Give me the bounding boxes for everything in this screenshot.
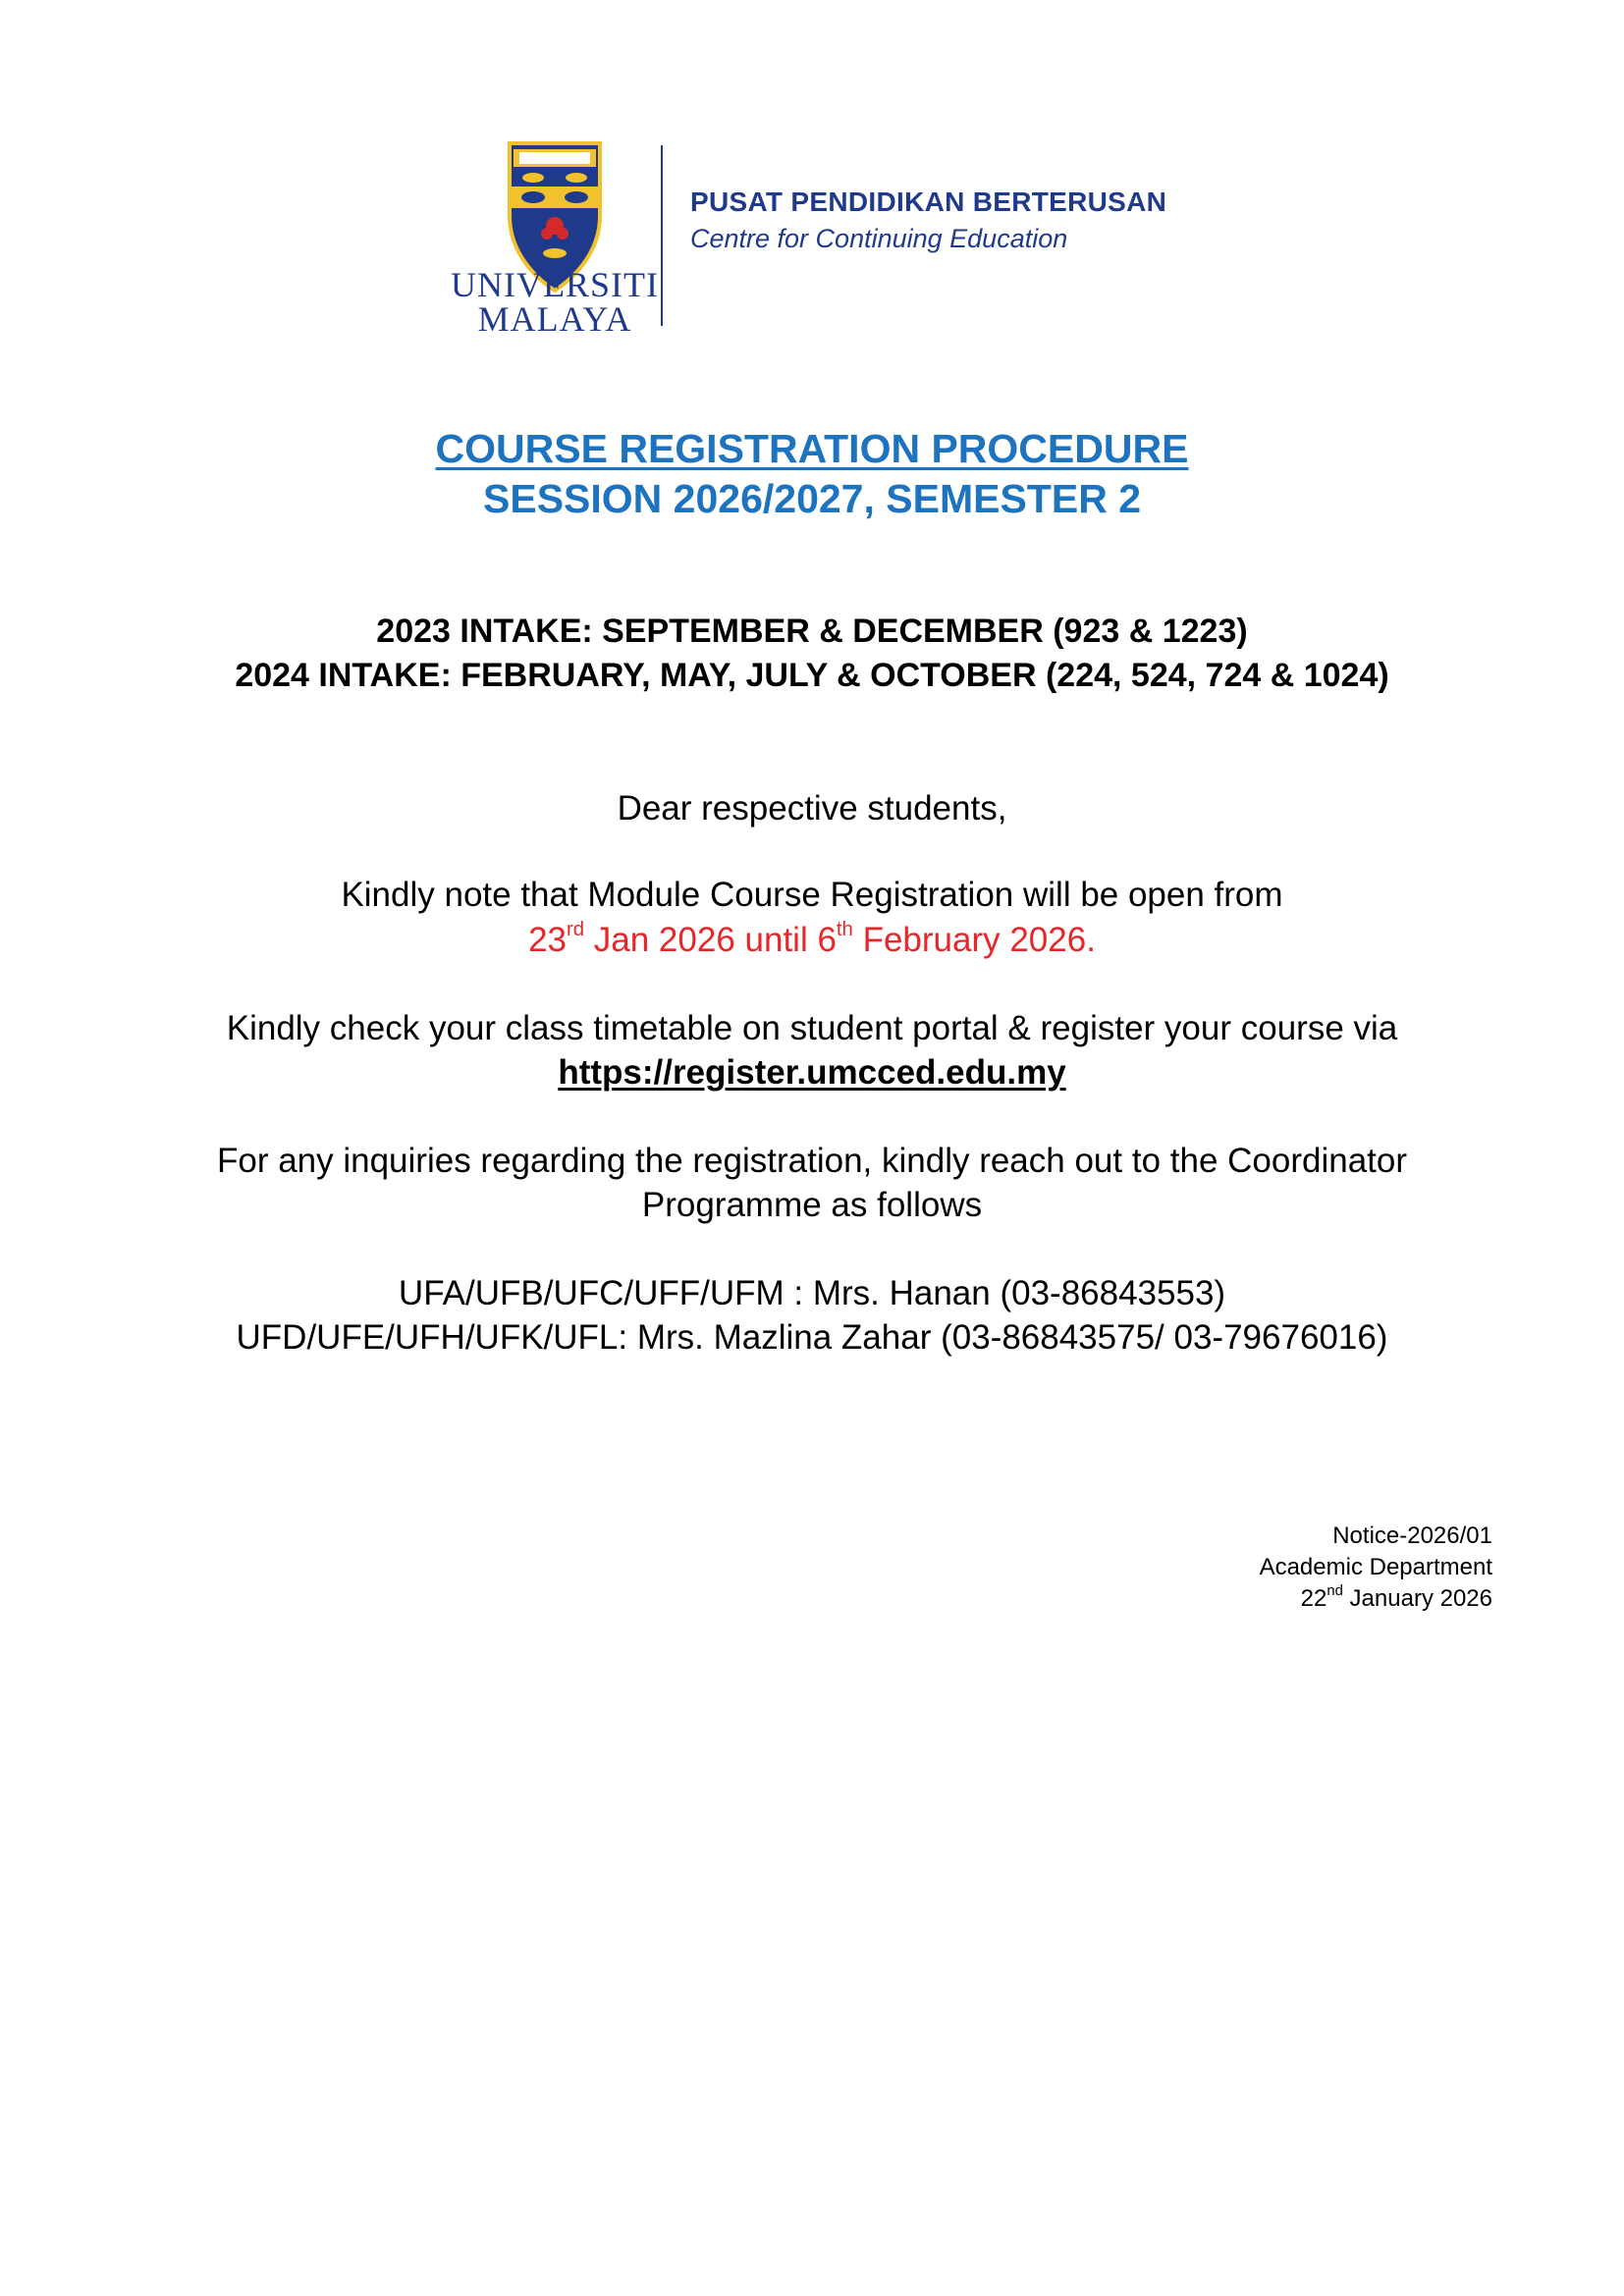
document-title: COURSE REGISTRATION PROCEDURE [435,426,1189,471]
end-day-suffix: th [836,919,853,941]
university-name-line1: UNIVERSITI [451,265,659,304]
notice-number: Notice-2026/01 [1332,1522,1492,1549]
registration-link-line [0,1055,1624,1090]
date-day: 22 [1300,1585,1327,1612]
institution-logo [447,139,1193,339]
end-rest: February 2026. [852,921,1096,959]
start-rest: Jan 2026 until [584,921,818,959]
greeting: Dear respective students, [617,789,1007,828]
registration-period [0,919,1624,959]
inquiry-line2: Programme as follows [641,1186,983,1224]
issuing-department: Academic Department [1259,1554,1492,1580]
contact-hanan: UFA/UFB/UFC/UFF/UFM : Mrs. Hanan (03-86843553) [398,1274,1226,1312]
date-day-suffix: nd [1326,1582,1343,1599]
start-day-suffix: rd [567,919,585,941]
inquiry-line1: For any inquiries regarding the registration, kindly reach out to the Coordinator [216,1142,1408,1180]
session-subtitle: SESSION 2026/2027, SEMESTER 2 [483,476,1141,521]
registration-intro: Kindly note that Module Course Registration will be open from [341,876,1283,914]
timetable-note: Kindly check your class timetable on student portal & register your course via [226,1009,1398,1047]
notice-date [1300,1582,1492,1612]
start-day: 23 [528,921,567,959]
intake-2023: 2023 INTAKE: SEPTEMBER & DECEMBER (923 & 1223) [376,613,1248,650]
logo-divider [661,145,663,326]
end-day: 6 [817,921,837,959]
date-rest: January 2026 [1342,1585,1492,1612]
centre-name-english: Centre for Continuing Education [690,224,1068,253]
university-name-line2: MALAYA [477,299,632,339]
contact-mazlina: UFD/UFE/UFH/UFK/UFL: Mrs. Mazlina Zahar (03-86843575/ 03-79676016) [236,1318,1388,1357]
centre-name-malay: PUSAT PENDIDIKAN BERTERUSAN [690,187,1167,217]
intake-2024: 2024 INTAKE: FEBRUARY, MAY, JULY & OCTOBER (224, 524, 724 & 1024) [235,657,1389,694]
registration-link[interactable]: https://register.umcced.edu.my [558,1053,1066,1092]
